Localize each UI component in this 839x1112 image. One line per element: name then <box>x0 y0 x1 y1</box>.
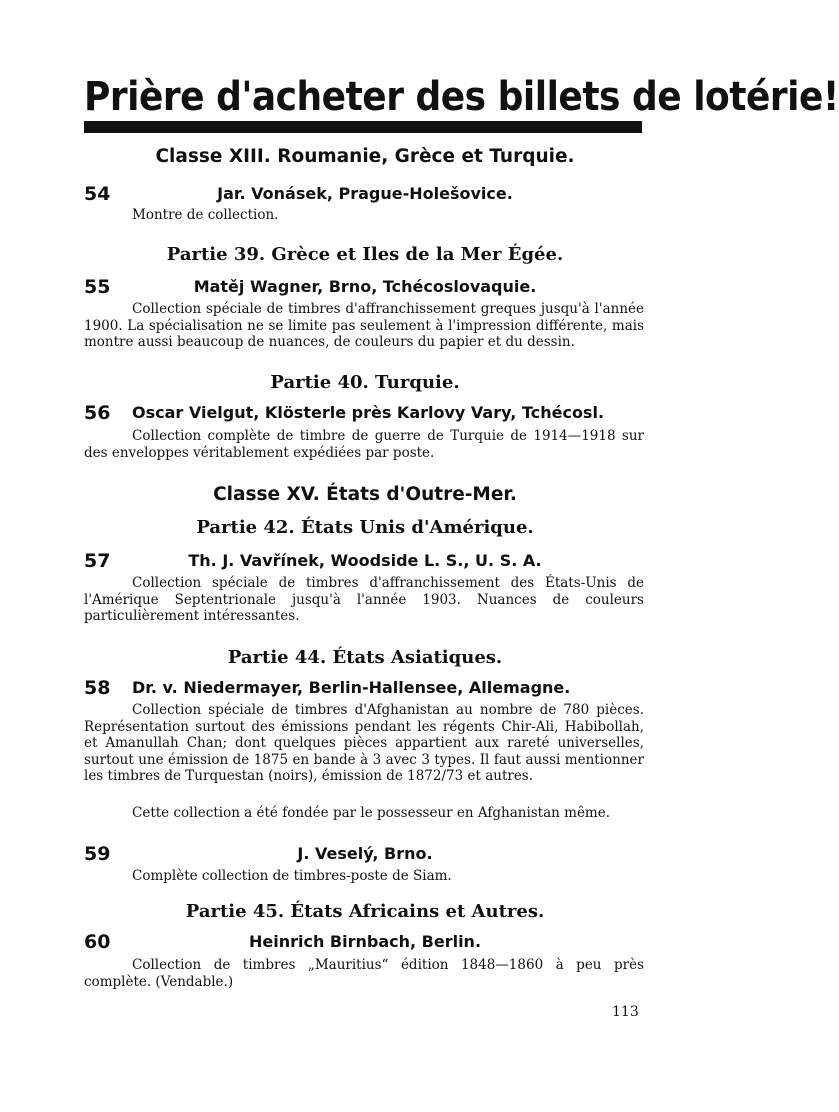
entry-description: Collection spéciale de timbres d'affranchissement greques jusqu'à l'année 1900. La spécialisation ne se limite pas seulement à l'impression différente, mais montre aussi beaucoup de nuances, de couleurs du papier et du dessin. <box>84 301 644 351</box>
entry-description: Collection spéciale de timbres d'Afghanistan au nombre de 780 pièces. Représentation surtout des émissions pendant les régents Chir-Ali, Habibollah, et Amanullah Chan; dont quelques pièces appartient aux rareté universelles, surtout une émission de 1875 en bande à 3 avec 3 types. Il faut aussi mentionner les timbres de Turquestan (noirs), émission de 1872/73 et autres. <box>84 702 644 785</box>
exhibitor-name: Matěj Wagner, Brno, Tchécoslovaquie. <box>193 277 537 296</box>
partie-45-heading: Partie 45. États Africains et Autres. <box>185 901 545 922</box>
exhibitor-name: Heinrich Birnbach, Berlin. <box>248 932 482 951</box>
banner-rule <box>84 121 642 133</box>
entry-description: Montre de collection. <box>132 207 279 223</box>
lottery-banner: Prière d'acheter des billets de lotérie! <box>84 74 839 120</box>
entry-description: Cette collection a été fondée par le possesseur en Afghanistan même. <box>132 805 611 821</box>
page-number: 113 <box>612 1004 639 1020</box>
lot-number: 54 <box>84 183 111 205</box>
entry-description: Collection de timbres „Mauritius“ édition 1848—1860 à peu près complète. (Vendable.) <box>84 957 644 990</box>
partie-42-heading: Partie 42. États Unis d'Amérique. <box>196 517 534 538</box>
lot-number: 55 <box>84 276 111 298</box>
partie-44-heading: Partie 44. États Asiatiques. <box>227 647 503 668</box>
lot-number: 56 <box>84 402 111 424</box>
entry-description: Complète collection de timbres-poste de Siam. <box>132 868 452 884</box>
exhibitor-name: Jar. Vonásek, Prague-Holešovice. <box>217 184 513 203</box>
exhibitor-name: J. Veselý, Brno. <box>297 844 433 863</box>
entry-description: Collection complète de timbre de guerre de Turquie de 1914—1918 sur des enveloppes véritablement expédiées par poste. <box>84 428 644 461</box>
exhibitor-name: Th. J. Vavřínek, Woodside L. S., U. S. A. <box>188 551 542 570</box>
lot-number: 59 <box>84 843 111 865</box>
classe-xiii-heading: Classe XIII. Roumanie, Grèce et Turquie. <box>155 146 575 167</box>
partie-40-heading: Partie 40. Turquie. <box>270 372 460 393</box>
lot-number: 60 <box>84 931 111 953</box>
lot-number: 58 <box>84 677 111 699</box>
exhibitor-name: Dr. v. Niedermayer, Berlin-Hallensee, Allemagne. <box>132 678 571 697</box>
classe-xv-heading: Classe XV. États d'Outre-Mer. <box>213 484 517 505</box>
partie-39-heading: Partie 39. Grèce et Iles de la Mer Égée. <box>166 244 564 265</box>
exhibitor-name: Oscar Vielgut, Klösterle près Karlovy Vary, Tchécosl. <box>132 403 605 422</box>
lot-number: 57 <box>84 550 111 572</box>
entry-description: Collection spéciale de timbres d'affranchissement des États-Unis de l'Amérique Septentrionale jusqu'à l'année 1903. Nuances de couleurs particulièrement intéressantes. <box>84 575 644 625</box>
